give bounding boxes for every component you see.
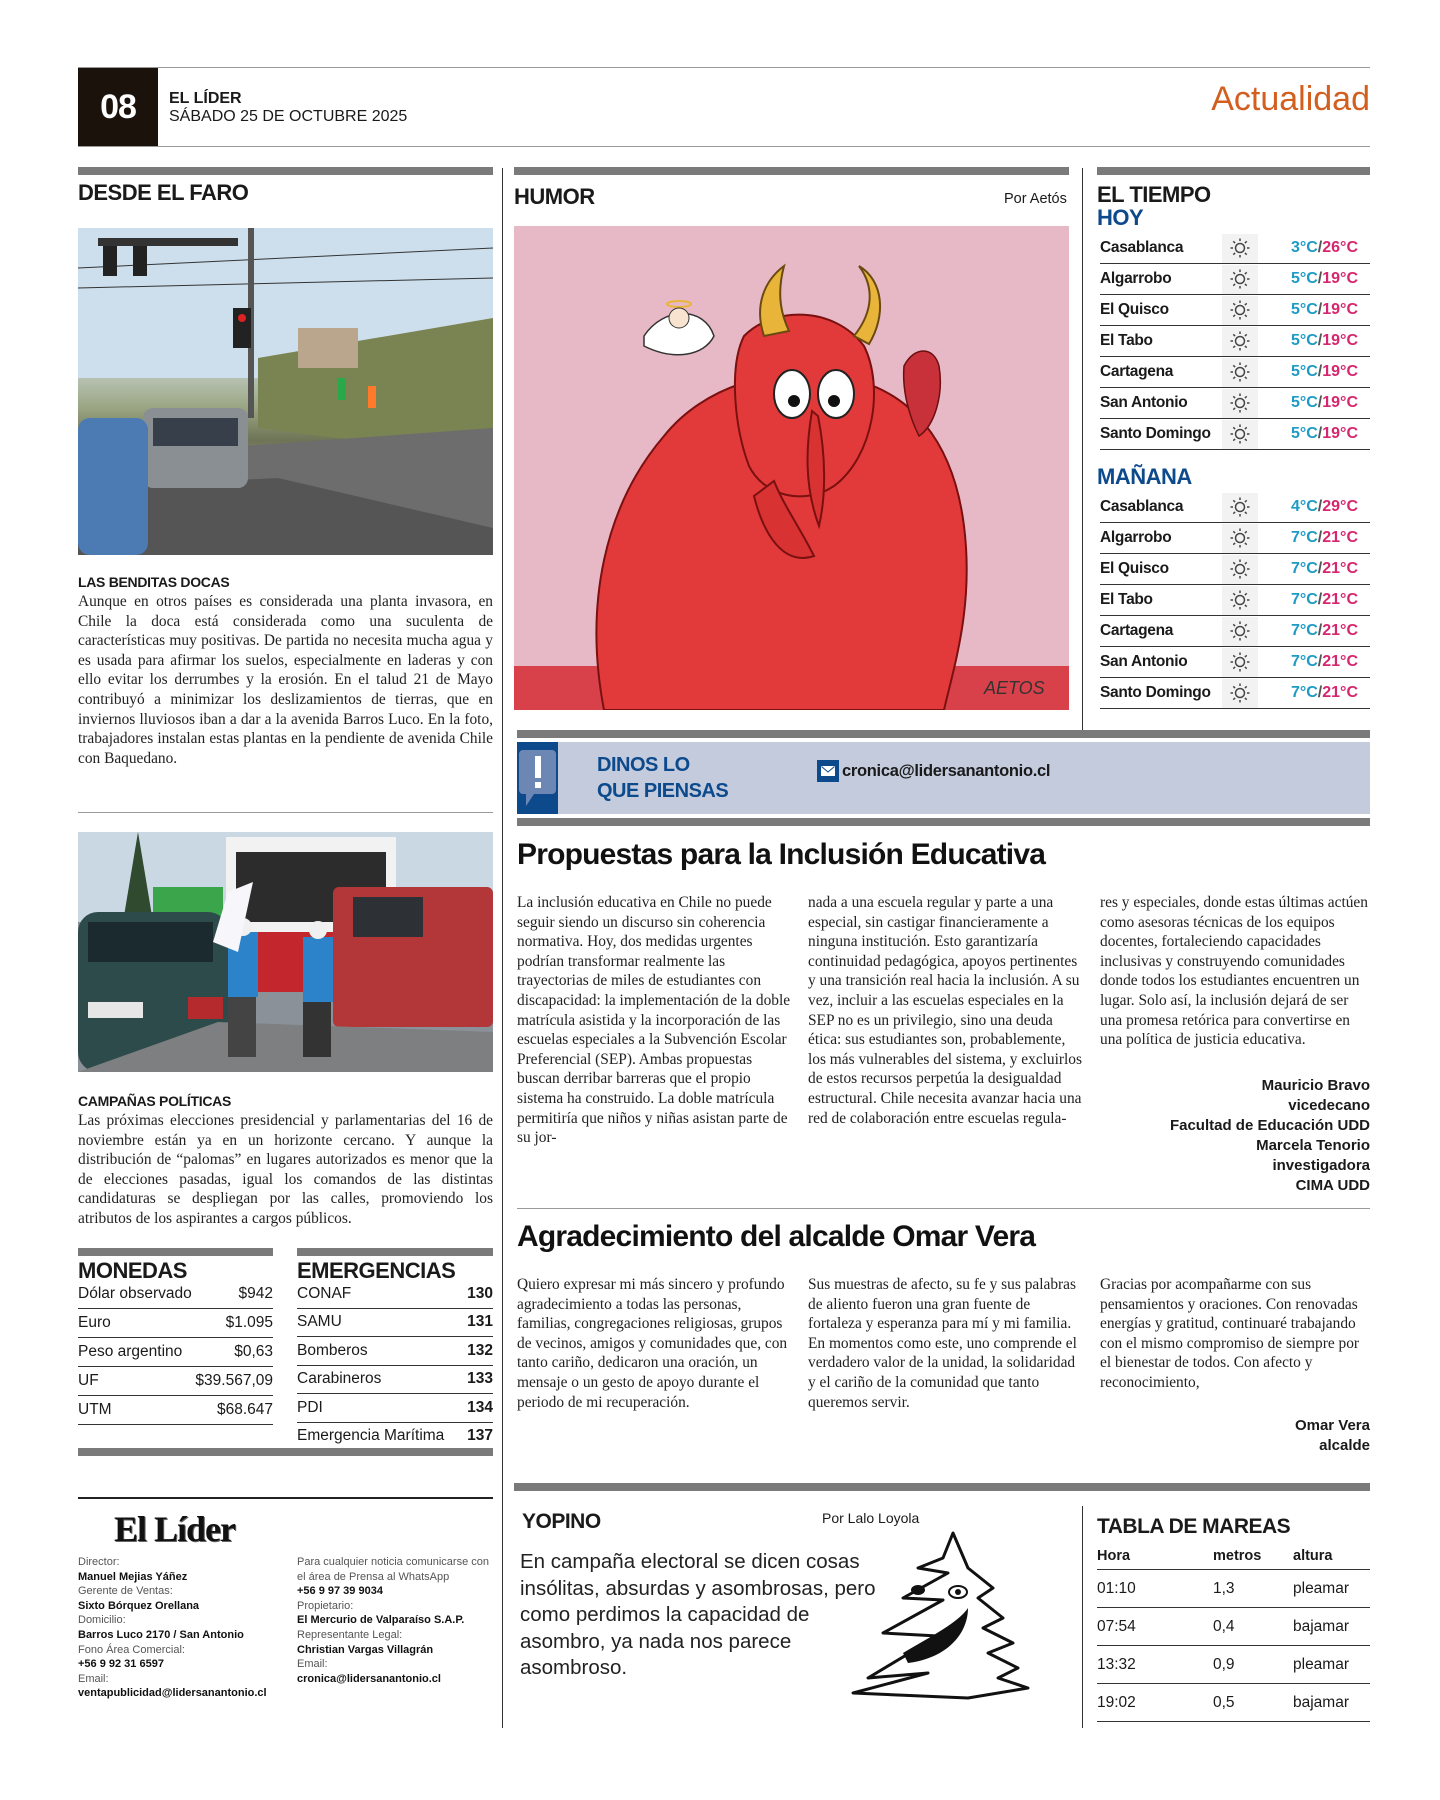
monedas-title: MONEDAS — [78, 1258, 187, 1283]
photo-docas-illustration — [78, 228, 493, 555]
weather-temps — [1258, 394, 1370, 412]
emergencias-label: PDI — [297, 1398, 323, 1416]
letter2-col1: Quiero expresar mi más sincero y profundo agradecimiento a todas las personas, familias, congregaciones religiosas, grupos de vecinos, amigos y comunidades que, con tanto cariño, dedicaron una oración, un mensaje o un gesto de apoyo durante el periodo de mi recuperación. — [517, 1276, 788, 1411]
emergencias-row — [297, 1280, 493, 1309]
emergencias-row — [297, 1337, 493, 1366]
monedas-label: Peso argentino — [78, 1343, 183, 1360]
temp-separator: / — [1317, 425, 1323, 442]
weather-temps — [1258, 653, 1370, 671]
monedas-value: $68.647 — [216, 1401, 273, 1418]
divider — [517, 1208, 1370, 1209]
cartoon-devil-illustration — [514, 226, 1069, 710]
weather-temps — [1258, 363, 1370, 381]
column-divider — [1082, 168, 1083, 730]
tide-meters: 1,3 — [1213, 1580, 1235, 1597]
monedas-row — [78, 1309, 273, 1338]
weather-row — [1100, 388, 1370, 419]
monedas-label: Euro — [78, 1314, 111, 1331]
emergencias-value: 132 — [467, 1341, 493, 1359]
temp-low: 7°C — [1290, 591, 1318, 608]
tide-meters: 0,4 — [1213, 1618, 1235, 1635]
section-bar — [1097, 167, 1370, 175]
page-number: 08 — [78, 68, 158, 146]
monedas-row — [78, 1280, 273, 1309]
signature-line: vicedecano — [1288, 1097, 1370, 1114]
staff-label: Domicilio: — [78, 1614, 126, 1627]
letter2-headline: Agradecimiento del alcalde Omar Vera — [517, 1220, 1036, 1253]
weather-city: Algarrobo — [1100, 270, 1172, 287]
staff-value[interactable]: cronica@lidersanantonio.cl — [297, 1672, 441, 1685]
section-bar — [514, 167, 1069, 175]
emergencias-value: 131 — [467, 1313, 493, 1331]
weather-city: El Tabo — [1100, 332, 1153, 349]
divider — [78, 812, 493, 813]
letter2-col2: Sus muestras de afecto, su fe y sus palabras de aliento fueron una gran fuente de fortaleza y esperanza para mí y mi familia. En momentos como este, uno comprende el verdadero valor de la unidad, la solidaridad y el cariño de la comunidad que tanto queremos servir. — [808, 1276, 1077, 1411]
sun-icon — [1222, 327, 1258, 356]
staff-label: Representante Legal: — [297, 1628, 403, 1641]
humor-author: Por Aetós — [1004, 191, 1067, 207]
mareas-row — [1097, 1647, 1370, 1684]
weather-temps — [1258, 270, 1370, 288]
weather-row — [1100, 326, 1370, 357]
weather-title: EL TIEMPO — [1097, 182, 1211, 207]
sun-icon — [1222, 586, 1258, 615]
section-name: Actualidad — [1211, 80, 1370, 118]
dinos-title-line2: QUE PIENSAS — [597, 780, 729, 802]
staff-label: Gerente de Ventas: — [78, 1585, 173, 1598]
monedas-label: Dólar observado — [78, 1285, 192, 1302]
temp-low: 5°C — [1290, 270, 1318, 287]
monedas-row — [78, 1338, 273, 1367]
sun-icon — [1222, 265, 1258, 294]
emergencias-value: 134 — [467, 1398, 493, 1416]
staff-label: Propietario: — [297, 1599, 354, 1612]
staff-left — [78, 1555, 278, 1701]
emergencias-label: Bomberos — [297, 1341, 368, 1359]
weather-temps — [1258, 560, 1370, 578]
staff-value: +56 9 92 31 6597 — [78, 1658, 164, 1671]
weather-temps — [1258, 425, 1370, 443]
paper-logo: El Líder — [114, 1509, 236, 1549]
tide-type: pleamar — [1293, 1656, 1349, 1673]
emergencias-value: 133 — [467, 1370, 493, 1388]
weather-city: El Quisco — [1100, 560, 1169, 577]
cartoon-signature: AETOS — [984, 678, 1045, 698]
emergencias-row — [297, 1423, 493, 1452]
weather-temps — [1258, 301, 1370, 319]
yopino-text: En campaña electoral se dicen cosas insólitas, absurdas y asombrosas, pero como perdimos la capacidad de asombro, ya nada nos parece asombroso. — [520, 1550, 876, 1679]
staff-intro: Para cualquier noticia comunicarse con el área de Prensa al WhatsApp — [297, 1556, 489, 1583]
weather-tomorrow-label: MAÑANA — [1097, 464, 1192, 489]
humor-title: HUMOR — [514, 184, 595, 209]
weather-row — [1100, 295, 1370, 326]
weather-row — [1100, 357, 1370, 388]
caption-text: Aunque en otros países es considerada una planta invasora, en Chile la doca está considerada como una suculenta de características muy positivas. De partida no necesita mucha agua y es usada para afirmar los suelos, especialmente en laderas y con ello evitar los derrumbes y la erosión. En el talud 21 de Mayo contribuyó a minimizar los deslizamientos de tierras, que en inviernos lluviosos iban a dar a la avenida Barros Luco. En la foto, trabajadores instalan estas plantas en la pendiente de avenida Chile con Baquedano. — [78, 593, 493, 767]
sun-icon — [1222, 296, 1258, 325]
letter1-headline: Propuestas para la Inclusión Educativa — [517, 838, 1046, 871]
temp-low: 3°C — [1290, 239, 1318, 256]
section-bar — [514, 1483, 1370, 1491]
mareas-header-altura: altura — [1293, 1548, 1333, 1564]
signature-line: Omar Vera — [1294, 1417, 1370, 1434]
caption-text: Las próximas elecciones presidencial y parlamentarias del 16 de noviembre están ya en un horizonte cercano. Y aunque la distribución de “palomas” en lugares autorizados es menor que la de elecciones pasadas, igual los comandos de las distintas candidaturas se despliegan por las calles, promoviendo los atributos de los aspirantes a cargos públicos. — [78, 1112, 493, 1227]
tide-time: 13:32 — [1097, 1656, 1136, 1673]
temp-low: 4°C — [1290, 498, 1318, 515]
staff-rule — [78, 1497, 493, 1499]
section-bar — [78, 1248, 273, 1256]
weather-temps — [1258, 529, 1370, 547]
staff-right — [297, 1555, 497, 1686]
staff-label: Fono Área Comercial: — [78, 1643, 185, 1656]
paper-name: EL LÍDER — [169, 90, 242, 107]
emergencias-label: Carabineros — [297, 1370, 382, 1388]
weather-city: San Antonio — [1100, 394, 1188, 411]
temp-high: 21°C — [1322, 591, 1358, 608]
emergencias-title: EMERGENCIAS — [297, 1258, 456, 1283]
letter1-col1: La inclusión educativa en Chile no puede seguir siendo un discurso sin coherencia normativa. Hoy, dos medidas urgentes podrían transformar realmente las trayectorias de miles de estudiantes con discapacidad: la implementación de la doble matrícula asistida y la incorporación de las escuelas especiales a la Subvención Escolar Preferencial (SEP). Ambas propuestas buscan derribar barreras que el propio sistema ha construido. La doble matrícula permitiría que niños y niñas asistan parte de su jor- — [517, 894, 791, 1147]
temp-high: 21°C — [1322, 622, 1358, 639]
sun-icon — [1222, 493, 1258, 522]
monedas-label: UF — [78, 1372, 99, 1389]
weather-city: El Quisco — [1100, 301, 1169, 318]
weather-temps — [1258, 332, 1370, 350]
weather-row — [1100, 678, 1370, 709]
monedas-value: $1.095 — [225, 1314, 273, 1331]
staff-label: Director: — [78, 1556, 120, 1568]
temp-high: 21°C — [1322, 684, 1358, 701]
temp-low: 5°C — [1290, 363, 1318, 380]
signature-line: CIMA UDD — [1295, 1177, 1370, 1194]
temp-high: 19°C — [1322, 270, 1358, 287]
tide-time: 07:54 — [1097, 1618, 1136, 1635]
staff-value[interactable]: ventapublicidad@lidersanantonio.cl — [78, 1687, 267, 1700]
temp-separator: / — [1317, 270, 1323, 287]
pine-tree-character-icon — [848, 1528, 1038, 1708]
yopino-title: YOPINO — [522, 1510, 601, 1533]
weather-city: Casablanca — [1100, 239, 1184, 256]
temp-low: 7°C — [1290, 529, 1318, 546]
temp-high: 21°C — [1322, 560, 1358, 577]
weather-row — [1100, 616, 1370, 647]
sun-icon — [1222, 234, 1258, 263]
signature-line: alcalde — [1319, 1437, 1370, 1454]
weather-row — [1100, 647, 1370, 678]
mareas-row — [1097, 1685, 1370, 1722]
tide-time: 01:10 — [1097, 1580, 1136, 1597]
monedas-row — [78, 1396, 273, 1425]
staff-whatsapp[interactable]: +56 9 97 39 9034 — [297, 1585, 383, 1598]
weather-temps — [1258, 498, 1370, 516]
humor-cartoon — [514, 226, 1069, 710]
temp-separator: / — [1317, 591, 1323, 608]
temp-high: 26°C — [1322, 239, 1358, 256]
caption-title: LAS BENDITAS DOCAS — [78, 574, 230, 590]
signature-line: investigadora — [1272, 1157, 1370, 1174]
weather-row — [1100, 523, 1370, 554]
tide-meters: 0,5 — [1213, 1694, 1235, 1711]
temp-separator: / — [1317, 363, 1323, 380]
yopino-author: Por Lalo Loyola — [822, 1510, 920, 1526]
staff-value: Barros Luco 2170 / San Antonio — [78, 1628, 244, 1641]
emergencias-label: CONAF — [297, 1284, 352, 1302]
emergencias-label: SAMU — [297, 1313, 342, 1331]
section-bar — [517, 818, 1370, 826]
weather-city: Santo Domingo — [1100, 684, 1211, 701]
sun-icon — [1222, 389, 1258, 418]
photo-campanas — [78, 832, 493, 1072]
emergencias-value: 137 — [467, 1427, 493, 1445]
sun-icon — [1222, 679, 1258, 708]
dinos-title-line1: DINOS LO — [597, 754, 690, 776]
temp-separator: / — [1317, 622, 1323, 639]
weather-row — [1100, 585, 1370, 616]
temp-low: 7°C — [1290, 684, 1318, 701]
signature-line: Marcela Tenorio — [1256, 1137, 1370, 1154]
mareas-header-hora: Hora — [1097, 1548, 1131, 1564]
weather-city: Cartagena — [1100, 622, 1174, 639]
mareas-row — [1097, 1609, 1370, 1646]
section-bar — [297, 1248, 493, 1256]
emergencias-row — [297, 1366, 493, 1395]
temp-separator: / — [1317, 332, 1323, 349]
tide-type: bajamar — [1293, 1694, 1349, 1711]
staff-value: El Mercurio de Valparaíso S.A.P. — [297, 1614, 465, 1627]
weather-city: Algarrobo — [1100, 529, 1172, 546]
monedas-value: $942 — [238, 1285, 273, 1302]
monedas-value: $0,63 — [234, 1343, 273, 1360]
dinos-banner — [517, 742, 1370, 814]
letter1-col2: nada a una escuela regular y parte a una especial, sin castigar financieramente a ninguna institución. Esto garantizaría continuidad pedagógica, apoyos pertinentes y una transición real hacia la inclusión. A su vez, incluir a las escuelas especiales en la SEP no es un privilegio, sino una deuda ética: sus estudiantes son, probablemente, los más vulnerables del sistema, y excluirlos de estos recursos perpetúa la desigualdad estructural. Chile necesita avanzar hacia una red de colaboración entre escuelas regula- — [808, 894, 1082, 1127]
section-bar — [78, 167, 493, 175]
column-divider — [1082, 1506, 1083, 1728]
tide-meters: 0,9 — [1213, 1656, 1235, 1673]
weather-temps — [1258, 684, 1370, 702]
desde-el-faro-title: DESDE EL FARO — [78, 180, 249, 205]
temp-low: 5°C — [1290, 425, 1318, 442]
monedas-label: UTM — [78, 1401, 112, 1418]
letter2-signature — [1295, 1416, 1370, 1456]
tide-type: bajamar — [1293, 1618, 1349, 1635]
dinos-email[interactable]: cronica@lidersanantonio.cl — [842, 761, 1051, 780]
sun-icon — [1222, 358, 1258, 387]
temp-separator: / — [1317, 560, 1323, 577]
column-divider — [502, 168, 503, 1728]
dinos-title — [597, 752, 728, 804]
temp-separator: / — [1317, 529, 1323, 546]
sun-icon — [1222, 420, 1258, 449]
temp-separator: / — [1317, 498, 1323, 515]
temp-high: 29°C — [1322, 498, 1358, 515]
paper-date: SÁBADO 25 DE OCTUBRE 2025 — [169, 108, 408, 125]
letter1-signature — [1170, 1076, 1370, 1196]
staff-value: Manuel Mejias Yáñez — [78, 1570, 188, 1583]
weather-row — [1100, 419, 1370, 450]
temp-low: 5°C — [1290, 301, 1318, 318]
temp-low: 7°C — [1290, 622, 1318, 639]
temp-separator: / — [1317, 394, 1323, 411]
staff-value: Sixto Bórquez Orellana — [78, 1599, 200, 1612]
emergencias-row — [297, 1394, 493, 1423]
temp-low: 5°C — [1290, 332, 1318, 349]
signature-line: Mauricio Bravo — [1261, 1077, 1370, 1094]
weather-city: El Tabo — [1100, 591, 1153, 608]
weather-row — [1100, 264, 1370, 295]
weather-city: Cartagena — [1100, 363, 1174, 380]
monedas-value: $39.567,09 — [195, 1372, 273, 1389]
weather-temps — [1258, 622, 1370, 640]
mareas-header-row — [1097, 1543, 1370, 1570]
sun-icon — [1222, 524, 1258, 553]
temp-separator: / — [1317, 239, 1323, 256]
photo-docas — [78, 228, 493, 555]
temp-high: 19°C — [1322, 425, 1358, 442]
sun-icon — [1222, 617, 1258, 646]
tide-time: 19:02 — [1097, 1694, 1136, 1711]
exclamation-speech-icon — [517, 742, 558, 814]
photo-campanas-illustration — [78, 832, 493, 1072]
temp-high: 19°C — [1322, 394, 1358, 411]
weather-row — [1100, 233, 1370, 264]
temp-high: 19°C — [1322, 301, 1358, 318]
header-bottom-rule — [78, 146, 1370, 147]
temp-low: 5°C — [1290, 394, 1318, 411]
staff-value: Christian Vargas Villagrán — [297, 1643, 434, 1656]
weather-city: San Antonio — [1100, 653, 1188, 670]
dinos-email-link[interactable] — [817, 760, 1050, 782]
staff-label: Email: — [78, 1672, 109, 1685]
letter2-col3: Gracias por acompañarme con sus pensamientos y oraciones. Con renovadas energías y gratitud, continuaré trabajando con el mismo compromiso de siempre por el bienestar de todos. Con afecto y reconocimiento, — [1100, 1276, 1360, 1391]
mareas-header-metros: metros — [1213, 1548, 1262, 1564]
staff-label: Email: — [297, 1658, 328, 1671]
monedas-row — [78, 1367, 273, 1396]
temp-low: 7°C — [1290, 653, 1318, 670]
emergencias-value: 130 — [467, 1284, 493, 1302]
weather-row — [1100, 492, 1370, 523]
temp-high: 19°C — [1322, 363, 1358, 380]
sun-icon — [1222, 648, 1258, 677]
signature-line: Facultad de Educación UDD — [1169, 1117, 1370, 1134]
emergencias-row — [297, 1309, 493, 1338]
temp-high: 21°C — [1322, 653, 1358, 670]
caption-title: CAMPAÑAS POLÍTICAS — [78, 1093, 232, 1109]
sun-icon — [1222, 555, 1258, 584]
envelope-icon — [817, 760, 839, 782]
temp-separator: / — [1317, 653, 1323, 670]
section-bar — [78, 1448, 493, 1456]
letter1-col3: res y especiales, donde estas últimas actúen como asesoras técnicas de los equipos docentes, fortaleciendo capacidades inclusivas y construyendo comunidades donde todos los estudiantes encuentren un lugar. Solo así, la inclusión dejará de ser una promesa retórica para convertirse en una política de justicia educativa. — [1100, 894, 1368, 1049]
mareas-row — [1097, 1571, 1370, 1608]
temp-separator: / — [1317, 684, 1323, 701]
weather-temps — [1258, 239, 1370, 257]
weather-temps — [1258, 591, 1370, 609]
weather-today-label: HOY — [1097, 205, 1144, 230]
weather-city: Santo Domingo — [1100, 425, 1211, 442]
tide-type: pleamar — [1293, 1580, 1349, 1597]
emergencias-label: Emergencia Marítima — [297, 1427, 445, 1445]
temp-low: 7°C — [1290, 560, 1318, 577]
mareas-title: TABLA DE MAREAS — [1097, 1515, 1291, 1538]
temp-high: 21°C — [1322, 529, 1358, 546]
temp-high: 19°C — [1322, 332, 1358, 349]
temp-separator: / — [1317, 301, 1323, 318]
header-top-rule — [78, 67, 1370, 68]
weather-row — [1100, 554, 1370, 585]
section-bar — [517, 730, 1370, 738]
weather-city: Casablanca — [1100, 498, 1184, 515]
